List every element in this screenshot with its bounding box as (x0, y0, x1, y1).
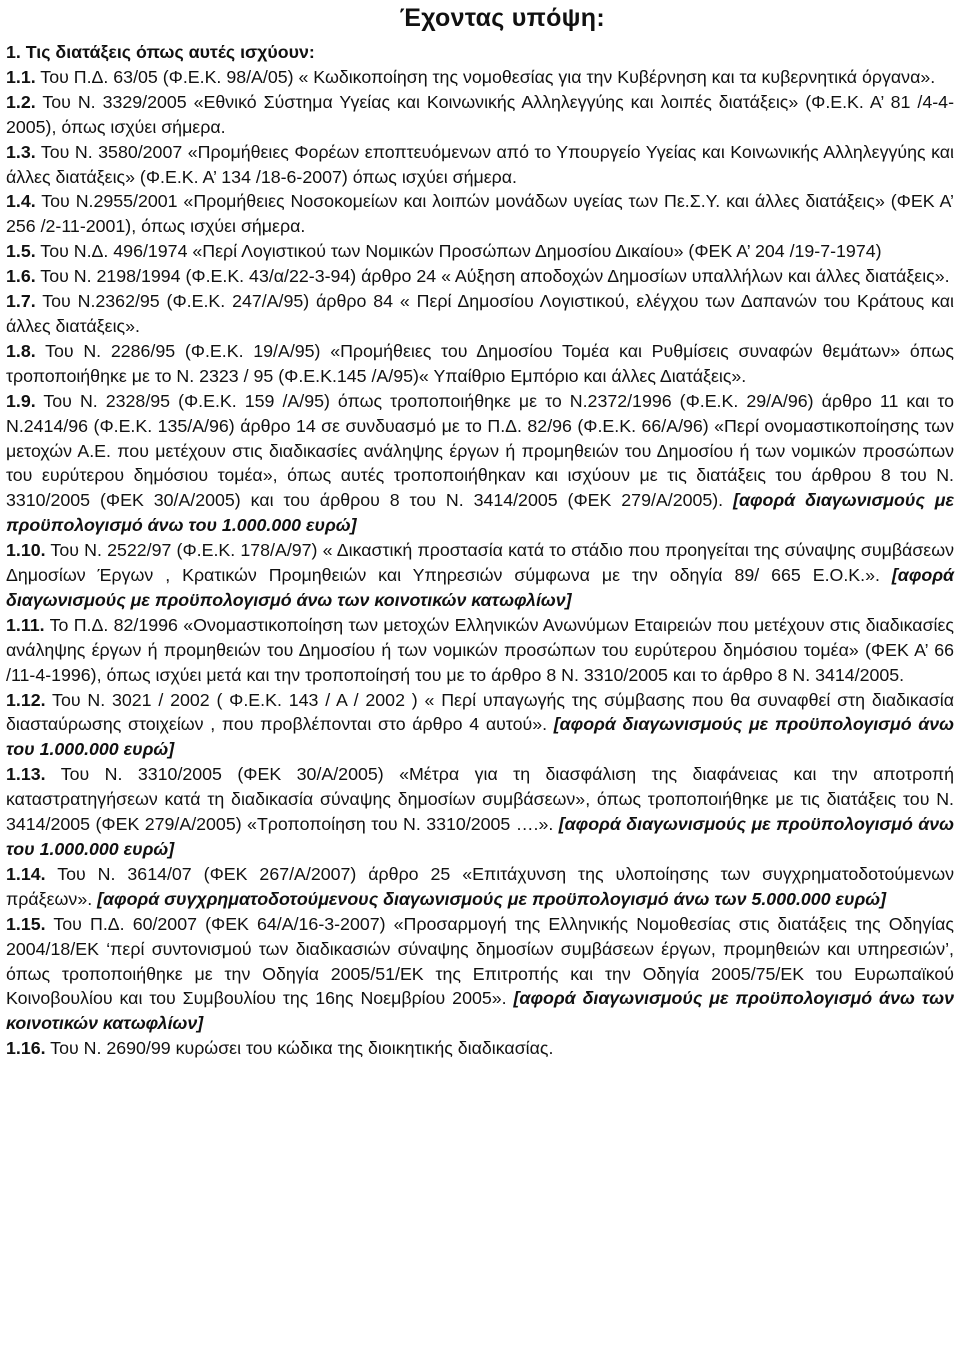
clause-number: 1.12. (6, 689, 46, 710)
clause-number: 1.11. (6, 614, 45, 635)
clause-item (6, 862, 954, 912)
clause-text: Του Ν. 3310/2005 (ΦΕΚ 30/Α/2005) «Μέτρα για τη διασφάλιση της διαφάνειας και την αποτροπή καταστρατηγήσεων κατά τη διαδικασία σύναψης δημοσίων συμβάσεων», όπως τροποποιήθηκε με τις διατάξεις του Ν. 3414/2005 (ΦΕΚ 279/Α/2005) «Τροποποίηση του Ν. 3310/2005 ….». (6, 764, 954, 835)
clause-scope-note: [αφορά διαγωνισμούς με προϋπολογισμό άνω του 1.000.000 ευρώ] (6, 490, 954, 536)
clause-item (6, 389, 954, 538)
clause-number: 1.6. (6, 266, 36, 287)
clause-number: 1.3. (6, 141, 36, 162)
clause-text: Του Ν. 2198/1994 (Φ.Ε.Κ. 43/α/22-3-94) άρθρο 24 « Αύξηση αποδοχών Δημοσίων υπαλλήλων και άλλες διατάξεις». (35, 266, 950, 287)
clause-number: 1.8. (6, 340, 36, 361)
page-title: Έχοντας υπόψη: (399, 4, 605, 32)
clause-text: Του Ν. 3580/2007 «Προμήθειες Φορέων εποπτευόμενων από το Υπουργείο Υγείας και Κοινωνικής Αλληλεγγύης και άλλες διατάξεις» (Φ.Ε.Κ. Α’ 134 /18-6-2007) όπως ισχύει σήμερα. (6, 141, 954, 187)
clause-item (6, 912, 954, 1037)
clause-number: 1.5. (6, 241, 36, 262)
clause-number: 1.10. (6, 540, 46, 561)
clause-item (6, 239, 954, 264)
clause-item (6, 1036, 954, 1061)
clause-number: 1.9. (6, 390, 36, 411)
clause-number: 1.2. (6, 91, 36, 112)
clause-text: Του Π.Δ. 60/2007 (ΦΕΚ 64/Α/16-3-2007) «Προσαρμογή της Ελληνικής Νομοθεσίας στις διατάξεις της Οδηγίας 2004/18/ΕΚ ‘περί συντονισμού των διαδικασιών σύναψης δημοσίων συμβάσεων έργων, προμηθειών και υπηρεσιών’, όπως τροποποιήθηκε με την Οδηγία 2005/51/ΕΚ της Επιτροπής και την Οδηγία 2005/75/ΕΚ του Ευρωπαϊκού Κοινοβουλίου και του Συμβουλίου της 16ης Νοεμβρίου 2005». (6, 913, 954, 1009)
clause-scope-note: [αφορά συγχρηματοδοτούμενους διαγωνισμούς με προϋπολογισμό άνω των 5.000.000 ευρώ] (97, 888, 887, 909)
clause-text: Του Ν. 2690/99 κυρώσει του κώδικα της διοικητικής διαδικασίας. (45, 1038, 554, 1059)
clause-item (6, 339, 954, 389)
clause-text: Του Ν. 3329/2005 «Εθνικό Σύστημα Υγείας και Κοινωνικής Αλληλεγγύης και λοιπές διατάξεις» (Φ.Ε.Κ. Α’ 81 /4-4-2005), όπως ισχύει σήμερα. (6, 91, 954, 137)
clause-number: 1.14. (6, 863, 46, 884)
clause-text: Του Ν. 2286/95 (Φ.Ε.Κ. 19/Α/95) «Προμήθειες του Δημοσίου Τομέα και Ρυθμίσεις συναφών θεμάτων» όπως τροποποιήθηκε με το Ν. 2323 / 95 (Φ.Ε.Κ.145 /Α/95)« Υπαίθριο Εμπόριο και άλλες Διατάξεις». (6, 340, 954, 386)
clause-scope-note: [αφορά διαγωνισμούς με προϋπολογισμό άνω του 1.000.000 ευρώ] (6, 714, 955, 760)
clause-item (6, 762, 954, 862)
clause-item (6, 65, 954, 90)
clause-text: Του Π.Δ. 63/05 (Φ.Ε.Κ. 98/Α/05) « Κωδικοποίηση της νομοθεσίας για την Κυβέρνηση και τα κυβερνητικά όργανα». (35, 66, 936, 87)
clause-text: Του Ν.2955/2001 «Προμήθειες Νοσοκομείων και λοιπών μονάδων υγείας των Πε.Σ.Υ. και άλλες διατάξεις» (ΦΕΚ Α’ 256 /2-11-2001), όπως ισχύει σήμερα. (6, 191, 954, 237)
clause-text: Του Ν. 2522/97 (Φ.Ε.Κ. 178/Α/97) « Δικαστική προστασία κατά το στάδιο που προηγείται της σύναψης συμβάσεων Δημοσίων Έργων , Κρατικών Προμηθειών και Υπηρεσιών σύμφωνα με την οδηγία 89/ 665 Ε.Ο.Κ.». (6, 540, 954, 586)
document-body (6, 40, 954, 1061)
clause-number: 1.15. (6, 913, 46, 934)
clause-item (6, 538, 954, 613)
clause-scope-note: [αφορά διαγωνισμούς με προϋπολογισμό άνω των κοινοτικών κατωφλίων] (6, 988, 954, 1034)
clause-number: 1.16. (6, 1038, 46, 1059)
clause-scope-note: [αφορά διαγωνισμούς με προϋπολογισμό άνω του 1.000.000 ευρώ] (6, 814, 954, 859)
section-heading: 1. Τις διατάξεις όπως αυτές ισχύουν: (6, 42, 315, 62)
clause-number: 1.7. (6, 291, 36, 312)
clause-item (6, 688, 954, 763)
clause-item (6, 140, 954, 190)
clause-item (6, 613, 954, 688)
clause-text: Του Ν. 3021 / 2002 ( Φ.Ε.Κ. 143 / Α / 2002 ) « Περί υπαγωγής της σύμβασης που θα συναφθεί στη διαδικασία διασταύρωσης στοιχείων , που προβλέπονται στο άρθρο 4 αυτού». (6, 689, 954, 735)
clause-item (6, 289, 954, 339)
clause-item (6, 189, 954, 239)
clause-text: Του Ν.Δ. 496/1974 «Περί Λογιστικού των Νομικών Προσώπων Δημοσίου Δικαίου» (ΦΕΚ Α’ 204 /19-7-1974) (35, 241, 882, 262)
clause-list (6, 65, 954, 1061)
clause-scope-note: [αφορά διαγωνισμούς με προϋπολογισμό άνω των κοινοτικών κατωφλίων] (6, 565, 954, 610)
clause-number: 1.1. (6, 66, 36, 87)
clause-number: 1.13. (6, 764, 46, 785)
clause-text: Του Ν. 3614/07 (ΦΕΚ 267/Α/2007) άρθρο 25 «Επιτάχυνση της υλοποίησης των συγχρηματοδοτούμενων πράξεων». (6, 863, 954, 909)
clause-text: Του Ν. 2328/95 (Φ.Ε.Κ. 159 /Α/95) όπως τροποποιήθηκε με το Ν.2372/1996 (Φ.Ε.Κ. 29/Α/96) άρθρο 11 και το Ν.2414/96 (Φ.Ε.Κ. 135/Α/96) άρθρο 14 σε συνδυασμό με το Π.Δ. 82/96 (Φ.Ε.Κ. 66/Α/96) «Περί ονομαστικοποίησης των μετοχών Α.Ε. που μετέχουν στις διαδικασίες ανάληψης έργων ή προμηθειών του Δημοσίου ή των νομικών προσώπων του ευρύτερου δημόσιου τομέα», όπως αυτές τροποποιήθηκαν και ισχύουν με τις διατάξεις του άρθρου 8 του Ν. 3310/2005 (ΦΕΚ 30/Α/2005) και του άρθρου 8 του Ν. 3414/2005 (ΦΕΚ 279/Α/2005). (6, 390, 954, 511)
clause-item (6, 264, 954, 289)
clause-text: Το Π.Δ. 82/1996 «Ονομαστικοποίηση των μετοχών Ελληνικών Ανωνύμων Εταιρειών που μετέχουν στις διαδικασίες ανάληψης έργων ή προμηθειών του Δημοσίου ή των νομικών προσώπων του ευρύτερου δημόσιου τομέα» (ΦΕΚ Α’ 66 /11-4-1996), όπως ισχύει μετά και την τροποποίησή του με το άρθρο 8 Ν. 3310/2005 και το άρθρο 8 Ν. 3414/2005. (6, 614, 954, 685)
clause-number: 1.4. (6, 191, 36, 212)
clause-text: Του Ν.2362/95 (Φ.Ε.Κ. 247/Α/95) άρθρο 84 « Περί Δημοσίου Λογιστικού, ελέγχου των Δαπανών του Κράτους και άλλες διατάξεις». (6, 291, 954, 336)
clause-item (6, 90, 954, 140)
